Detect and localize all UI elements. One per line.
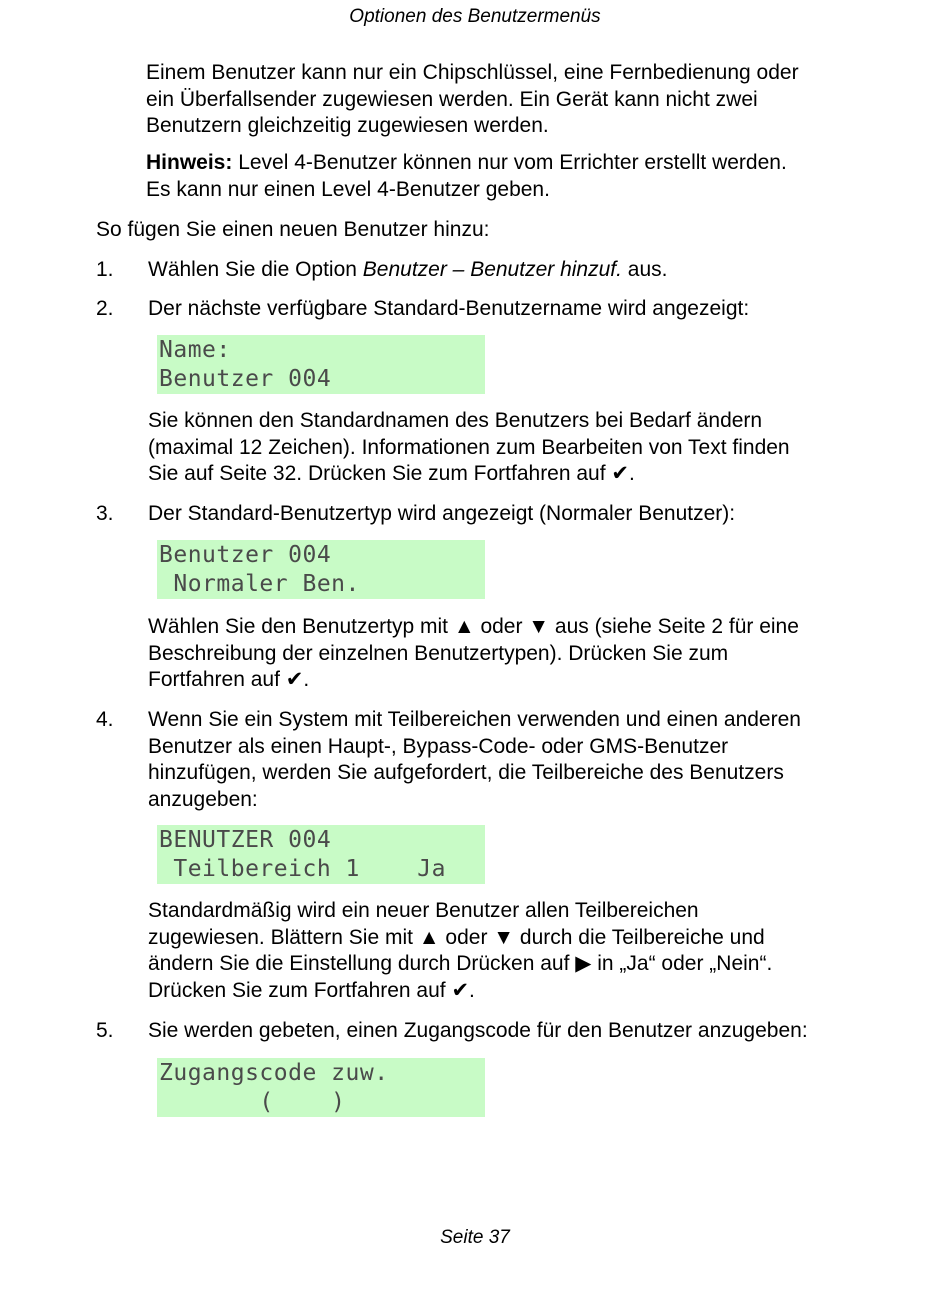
lcd-line: ( ) [159,1089,346,1115]
step-5-text: Sie werden gebeten, einen Zugangscode für den Benutzer anzugeben: [148,1019,808,1042]
note-label: Hinweis: [146,151,233,174]
intro-line: Einem Benutzer kann nur ein Chipschlüssel, eine Fernbedienung oder [146,61,799,84]
step-2-text: Der nächste verfügbare Standard-Benutzername wird angezeigt: [148,297,750,320]
note-text: Level 4-Benutzer können nur vom Errichter erstellt werden. [232,151,787,174]
step-number: 4. [96,708,114,731]
step-3-text: Der Standard-Benutzertyp wird angezeigt (Normaler Benutzer): [148,502,736,525]
page-number: Seite 37 [440,1227,510,1248]
lcd-line: Benutzer 004 [159,542,332,568]
step-number: 3. [96,502,114,525]
step-4-text: Wenn Sie ein System mit Teilbereichen verwenden und einen anderen Benutzer als einen Haupt-, Bypass-Code- oder GMS-Benutzer hinzufügen, werden Sie aufgefordert, die Teilbereiche des Benutzers anzugeben: [148,708,801,811]
lcd-display [157,335,485,394]
step-3-explanation: Wählen Sie den Benutzertyp mit ▲ oder ▼ aus (siehe Seite 2 für eine Beschreibung der einzelnen Benutzertypen). Drücken Sie zum Fortfahren auf ✔. [148,615,799,691]
step-4-explanation: Standardmäßig wird ein neuer Benutzer allen Teilbereichen zugewiesen. Blättern Sie mit ▲ oder ▼ durch die Teilbereiche und ändern Sie die Einstellung durch Drücken auf ▶ in „Ja“ oder „Nein“. Drücken Sie zum Fortfahren auf ✔. [148,899,773,1002]
page-header: Optionen des Benutzermenüs [349,6,601,27]
lcd-line: Benutzer 004 [159,366,332,392]
lcd-line: Zugangscode zuw. [159,1060,389,1086]
step-number: 1. [96,258,114,281]
step-number: 5. [96,1019,114,1042]
note-paragraph [146,150,787,203]
step-1-text: Wählen Sie die Option Benutzer – Benutzer hinzuf. aus. [148,258,668,281]
step-2-explanation: Sie können den Standardnamen des Benutzers bei Bedarf ändern (maximal 12 Zeichen). Informationen zum Bearbeiten von Text finden Sie auf Seite 32. Drücken Sie zum Fortfahren auf ✔. [148,409,790,485]
lcd-display [157,540,485,599]
step-number: 2. [96,297,114,320]
intro-paragraph [146,60,799,140]
lcd-line: Normaler Ben. [159,571,360,597]
intro-line: Benutzern gleichzeitig zugewiesen werden. [146,114,549,137]
lcd-line: Teilbereich 1 Ja [159,856,446,882]
lcd-display [157,825,485,884]
menu-option: Benutzer – Benutzer hinzuf. [362,258,622,281]
lcd-line: BENUTZER 004 [159,827,332,853]
intro-line: ein Überfallsender zugewiesen werden. Ein Gerät kann nicht zwei [146,87,758,111]
lcd-display [157,1058,485,1117]
howto-text: So fügen Sie einen neuen Benutzer hinzu: [96,218,490,241]
lcd-line: Name: [159,337,231,363]
note-line: Es kann nur einen Level 4-Benutzer geben. [146,177,550,201]
